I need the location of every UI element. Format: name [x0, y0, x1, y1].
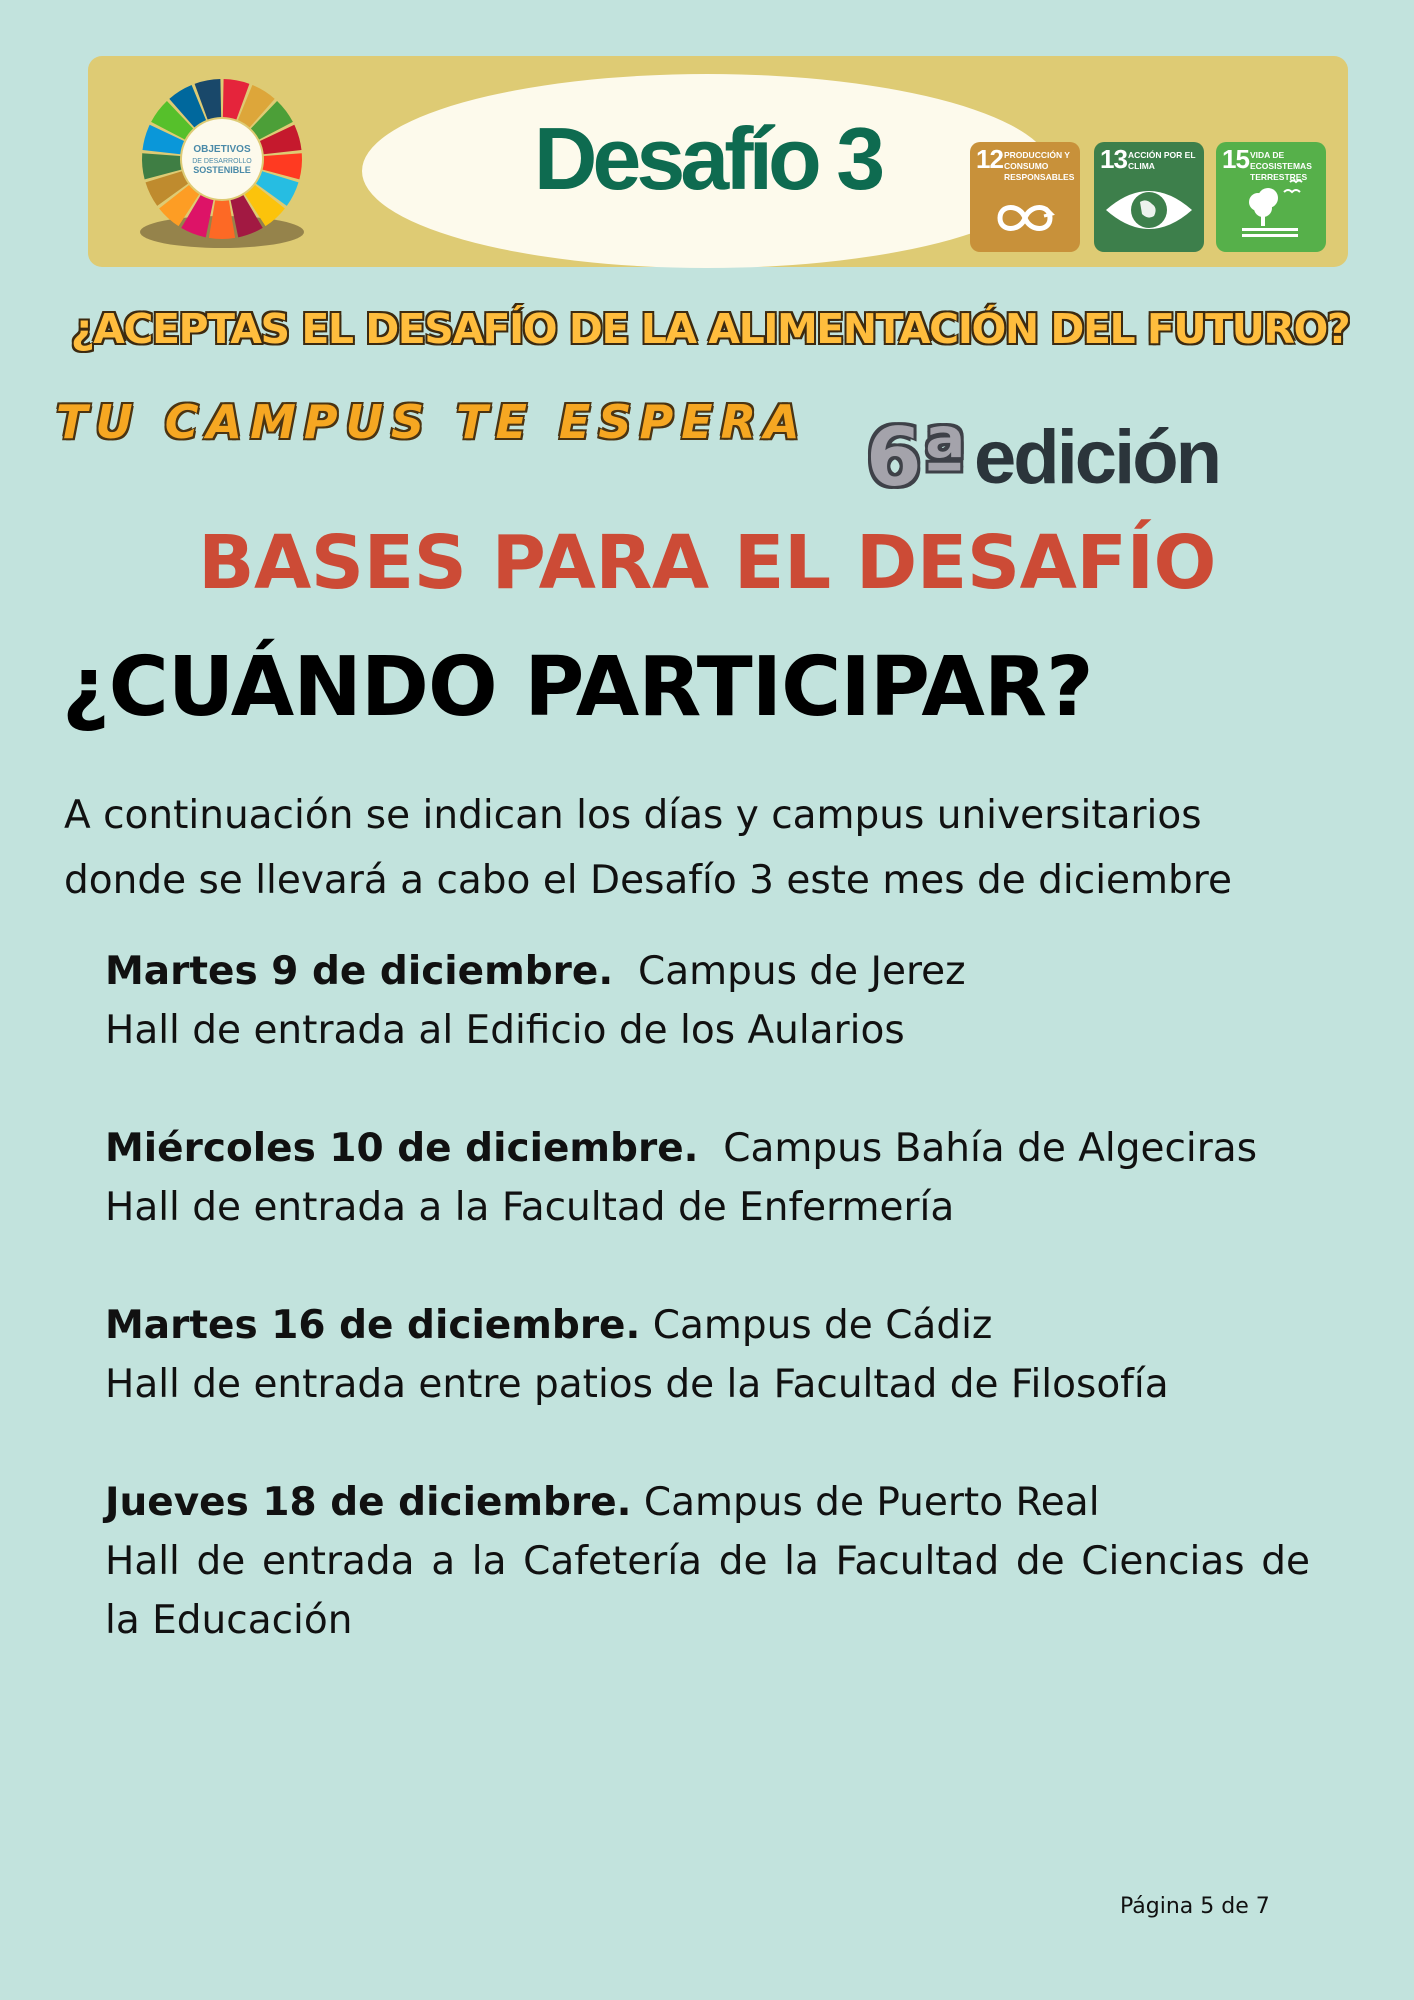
entry-date: Martes 9 de diciembre. — [105, 949, 614, 994]
ods-13-badge — [1094, 142, 1204, 252]
section-title: BASES PARA EL DESAFÍO — [198, 520, 1216, 606]
entry-place: Hall de entrada a la Cafetería de la Facultad de Ciencias de la Educación — [105, 1539, 1310, 1643]
schedule-entry — [105, 1473, 1310, 1650]
svg-text:SOSTENIBLE: SOSTENIBLE — [193, 165, 251, 175]
edition-word: edición — [974, 415, 1220, 500]
schedule-entry — [105, 1296, 1310, 1414]
ods-12-badge — [970, 142, 1080, 252]
entry-place: Hall de entrada al Edificio de los Aularios — [105, 1008, 905, 1053]
svg-text:OBJETIVOS: OBJETIVOS — [193, 144, 251, 155]
infinity-loop-icon — [970, 142, 1080, 252]
ods-12-number: 12 — [976, 144, 1003, 174]
schedule-entry — [105, 942, 1310, 1060]
ods-15-label: VIDA DE ECOSISTEMAS TERRESTRES — [1250, 150, 1312, 182]
entry-place: Hall de entrada entre patios de la Facultad de Filosofía — [105, 1362, 1169, 1407]
ods-15-number: 15 — [1222, 144, 1249, 174]
entry-campus: Campus de Cádiz — [652, 1303, 993, 1348]
page-number: Página 5 de 7 — [1120, 1894, 1270, 1919]
campus-tagline: TU CAMPUS TE ESPERA — [56, 395, 808, 449]
ods-12-label: PRODUCCIÓN Y CONSUMO RESPONSABLES — [1004, 150, 1075, 182]
entry-date: Jueves 18 de diciembre. — [105, 1480, 632, 1525]
entry-date: Miércoles 10 de diciembre. — [105, 1126, 699, 1171]
svg-text:DE DESARROLLO: DE DESARROLLO — [192, 158, 252, 165]
tree-birds-icon — [1216, 142, 1326, 252]
ods-13-label: ACCIÓN POR EL CLIMA — [1128, 150, 1196, 171]
section-heading: ¿CUÁNDO PARTICIPAR? — [62, 640, 1093, 735]
page-title: Desafío 3 — [533, 109, 881, 208]
schedule-list — [105, 942, 1310, 1709]
challenge-question: ¿ACEPTAS EL DESAFÍO DE LA ALIMENTACIÓN DEL FUTURO? — [70, 305, 1350, 353]
ods-15-badge — [1216, 142, 1326, 252]
eye-globe-icon — [1094, 142, 1204, 252]
entry-place: Hall de entrada a la Facultad de Enfermería — [105, 1185, 955, 1230]
schedule-entry — [105, 1119, 1310, 1237]
ods-13-number: 13 — [1100, 144, 1127, 174]
intro-line: donde se llevará a cabo el Desafío 3 este mes de diciembre — [64, 858, 1232, 903]
entry-campus: Campus de Puerto Real — [643, 1480, 1100, 1525]
edition-number: 6ª — [866, 411, 967, 504]
intro-line: A continuación se indican los días y campus universitarios — [64, 793, 1202, 838]
intro-paragraph — [64, 783, 1364, 913]
entry-campus: Campus Bahía de Algeciras — [723, 1126, 1258, 1171]
entry-campus: Campus de Jerez — [637, 949, 966, 994]
header-banner — [88, 56, 1348, 267]
sdg-wheel-segment — [209, 200, 235, 239]
sdg-wheel-logo — [132, 74, 312, 254]
entry-date: Martes 16 de diciembre. — [105, 1303, 641, 1348]
